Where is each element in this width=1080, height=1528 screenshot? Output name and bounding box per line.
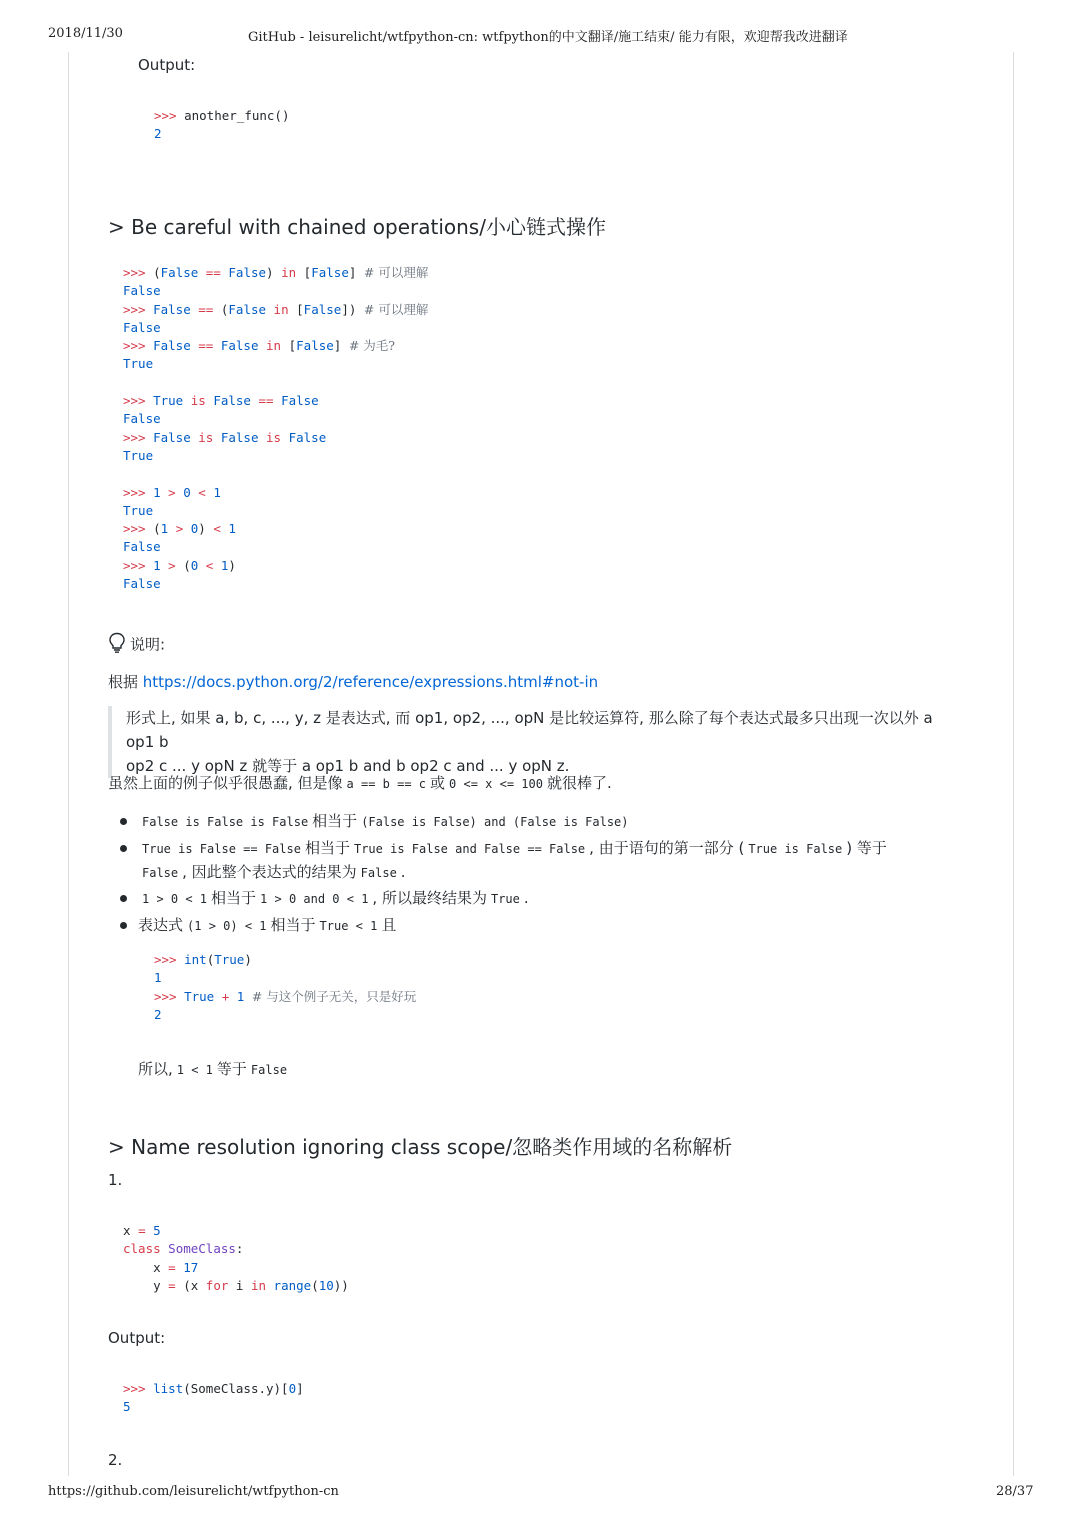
inline-code: False is False is False [142, 815, 309, 829]
code-token: False [153, 301, 191, 317]
inline-code: False [250, 1063, 288, 1077]
inline-code: True is False [748, 842, 843, 856]
code-line [154, 988, 416, 1006]
code-token: SomeClass [168, 1241, 236, 1257]
explanation-heading [108, 632, 165, 658]
code-token: True [123, 356, 154, 372]
code-token: >>> [123, 1381, 154, 1396]
code-line [123, 484, 428, 502]
code-token: 1 [153, 484, 161, 500]
code-token: ] [296, 1381, 304, 1396]
code-token: False [303, 301, 342, 317]
reference-line [108, 671, 598, 692]
code-line [154, 951, 416, 969]
code-token: True [123, 502, 154, 518]
code-token: False [123, 319, 161, 335]
code-token: ( [183, 557, 191, 573]
code-token: True [153, 393, 184, 409]
code-line [123, 1398, 304, 1416]
code-token: False [123, 539, 161, 555]
inline-code: 0 <= x <= 100 [449, 777, 543, 791]
bullet-item-2-line-1 [138, 837, 887, 858]
bullet-dot [120, 818, 127, 825]
code-token: False [288, 429, 327, 445]
bullet-dot [120, 845, 127, 852]
code-token: False [153, 429, 191, 445]
inline-code: False [360, 866, 397, 880]
code-token: False [160, 265, 199, 280]
code-line [123, 392, 428, 410]
code-token: >>> [123, 557, 154, 573]
content-border-right [1013, 52, 1014, 1476]
quote-line-1: 形式上, 如果 a, b, c, ..., y, z 是表达式, 而 op1, op2, ..., opN 是比较运算符, 那么除了每个表达式最多只出现一次以外 a op1 b [126, 709, 933, 751]
code-line [123, 557, 428, 575]
code-line [123, 319, 428, 337]
bullet-dot [120, 922, 127, 929]
code-token: range [273, 1277, 312, 1293]
bullet-text: 相当于 [211, 889, 257, 907]
bullet-text: , 所以最终结果为 [372, 889, 487, 907]
lightbulb-icon [108, 632, 126, 658]
code-block-someclass [123, 1222, 349, 1295]
code-line [123, 410, 428, 428]
bullet-text: , 因此整个表达式的结果为 [182, 863, 357, 881]
code-token: False [220, 338, 259, 354]
code-token: ) [198, 521, 206, 537]
code-token: # 可以理解 [363, 265, 429, 280]
code-token: False [213, 393, 251, 409]
code-token: 1 [236, 988, 245, 1004]
bullet-text: . [400, 863, 406, 881]
code-token: False [123, 576, 161, 592]
code-token: ] [333, 338, 349, 354]
so-line [138, 1058, 291, 1079]
code-token: False [153, 338, 191, 354]
code-token: (x [175, 1277, 206, 1293]
print-date: 2018/11/30 [48, 26, 123, 41]
code-token: for [205, 1277, 229, 1293]
code-token: 1 [154, 970, 162, 986]
code-token: > [168, 521, 191, 537]
code-token: False [296, 338, 334, 354]
code-token: [ [296, 301, 304, 317]
list-number-1: 1. [108, 1171, 123, 1189]
code-line [154, 1006, 416, 1024]
code-token: 1 [213, 484, 221, 500]
code-token: is [183, 393, 214, 409]
code-token: > [160, 557, 184, 573]
code-token: )) [333, 1277, 349, 1293]
code-token: >>> [154, 988, 185, 1004]
section-heading-name-resolution: > Name resolution ignoring class scope/忽略类作用域的名称解析 [108, 1135, 733, 1159]
code-token: >>> [154, 952, 185, 967]
code-token: is [190, 429, 221, 445]
code-line [123, 282, 428, 300]
code-token: False [281, 393, 319, 409]
so-text: 等于 [216, 1060, 247, 1078]
print-url: https://github.com/leisurelicht/wtfpython-cn [48, 1484, 339, 1499]
code-line [123, 447, 428, 465]
content-border-left [68, 52, 69, 1476]
bullet-item-2-line-2 [138, 861, 406, 882]
code-token: + [214, 988, 237, 1004]
code-line [123, 502, 428, 520]
bullet-text: 相当于 [312, 812, 358, 830]
quote-block [108, 706, 956, 778]
code-line [123, 1380, 304, 1398]
code-token: = [168, 1259, 176, 1275]
quote-line-2: op2 c ... y opN z 就等于 a op1 b and b op2 c and ... y opN z. [126, 757, 570, 775]
code-token: x [123, 1259, 169, 1275]
output-label-2: Output: [108, 1329, 166, 1347]
code-token: >>> [123, 265, 154, 280]
code-token: True [184, 988, 215, 1004]
code-token: False [123, 283, 161, 299]
code-token: y [123, 1277, 169, 1293]
inline-code: 1 > 0 and 0 < 1 [260, 892, 369, 906]
section-heading-chained-ops: > Be careful with chained operations/小心链式操作 [108, 215, 606, 239]
code-token: == [198, 265, 229, 280]
explanation-label: 说明: [130, 635, 166, 654]
code-token: True [123, 447, 154, 463]
code-token: in [250, 1277, 267, 1293]
inline-code: True is False == False [142, 842, 301, 856]
inline-code: 1 > 0 < 1 [142, 892, 208, 906]
inline-code: True is False and False == False [353, 842, 586, 856]
bullet-item-3 [138, 887, 529, 908]
code-token: >>> [123, 393, 154, 409]
code-line [123, 429, 428, 447]
code-line [123, 465, 428, 483]
bullet-item-1 [138, 810, 633, 831]
code-token: False [311, 265, 349, 280]
code-line [123, 355, 428, 373]
code-token [266, 1278, 274, 1293]
code-line [123, 337, 428, 355]
bullet-text: ) 等于 [846, 839, 887, 857]
bullet-item-4 [138, 914, 396, 935]
code-token: 5 [153, 1223, 161, 1238]
code-token: 2 [154, 126, 162, 142]
code-token: 0 [190, 521, 199, 537]
code-token: x [123, 1223, 139, 1238]
code-token: 1 [228, 521, 236, 537]
code-token: = [168, 1277, 176, 1293]
code-token: ( [153, 265, 161, 280]
code-token: 10 [318, 1277, 334, 1293]
code-token [146, 1223, 154, 1238]
code-token: ) [244, 952, 252, 967]
code-block-int-true [154, 951, 416, 1024]
code-token: True [214, 952, 245, 967]
code-block-output [123, 1380, 304, 1417]
page-number: 28/37 [996, 1484, 1034, 1499]
paragraph-chain-example [108, 772, 612, 793]
code-line [123, 575, 428, 593]
code-token: == [190, 301, 221, 317]
code-token: # 为毛? [348, 338, 395, 354]
code-token: class [123, 1241, 161, 1257]
code-token: ( [206, 952, 215, 967]
code-token: (SomeClass.y)[ [183, 1381, 289, 1396]
code-token: > [160, 484, 184, 500]
code-line [123, 1259, 349, 1277]
code-line [123, 538, 428, 556]
inline-code: False [142, 866, 179, 880]
code-token: False [220, 429, 259, 445]
code-token: 1 [220, 557, 229, 573]
list-number-2: 2. [108, 1451, 123, 1469]
code-token: : [235, 1241, 244, 1257]
code-line [123, 1240, 349, 1258]
code-token: 0 [190, 557, 199, 573]
inline-code: True < 1 [319, 919, 378, 933]
code-line [123, 1222, 349, 1240]
code-line [154, 969, 416, 987]
code-token: < [190, 484, 214, 500]
code-token: 0 [183, 484, 191, 500]
code-token: 2 [154, 1006, 162, 1022]
code-token: 0 [288, 1381, 297, 1396]
code-token: in [266, 301, 297, 317]
bullet-text: 相当于 [304, 839, 350, 857]
code-token: ]) [341, 301, 364, 317]
code-token [244, 989, 252, 1004]
code-token: 1 [160, 521, 169, 537]
code-token: list [153, 1381, 184, 1396]
para-text-pre: 虽然上面的例子似乎很愚蠢, 但是像 [108, 774, 343, 792]
so-text: 所以, [138, 1060, 173, 1078]
code-line [123, 1277, 349, 1295]
inline-code: a == b == c [346, 777, 427, 791]
inline-code: (1 > 0) < 1 [187, 919, 267, 933]
code-token: False [123, 411, 161, 427]
code-token: another_func() [184, 108, 290, 123]
para-text-post: 就很棒了. [546, 774, 612, 792]
code-token: >>> [123, 521, 154, 537]
code-token: in [281, 265, 297, 280]
code-token: = [138, 1223, 146, 1238]
code-token: ( [153, 521, 161, 537]
code-token: # 可以理解 [363, 301, 429, 317]
para-text-mid: 或 [430, 774, 446, 792]
bullet-dot [120, 895, 127, 902]
inline-code: True [490, 892, 520, 906]
print-title: GitHub - leisurelicht/wtfpython-cn: wtfpython的中文翻译/施工结束/ 能力有限，欢迎帮我改进翻译 [248, 30, 848, 45]
code-token: >>> [154, 108, 185, 123]
code-line [123, 301, 428, 319]
code-token: [ [296, 265, 312, 280]
code-token: < [198, 557, 221, 573]
code-token: >>> [123, 338, 154, 354]
bullet-text: , 由于语句的第一部分 ( [589, 839, 745, 857]
code-token: == [190, 338, 221, 354]
code-line [123, 374, 428, 392]
output-label: Output: [138, 56, 196, 74]
code-block-chained [123, 264, 428, 593]
docs-reference-link[interactable]: https://docs.python.org/2/reference/expressions.html#not-in [142, 673, 599, 691]
code-token: >>> [123, 301, 154, 317]
code-token: False [228, 301, 267, 317]
code-line [154, 107, 289, 125]
code-token: ] [348, 265, 364, 280]
code-token: [ [288, 338, 297, 354]
bullet-text: 表达式 [138, 916, 184, 934]
code-token: False [228, 265, 267, 280]
code-token: 17 [183, 1259, 199, 1275]
code-token: i [228, 1277, 251, 1293]
code-token: ( [311, 1277, 319, 1293]
inline-code: 1 < 1 [176, 1063, 213, 1077]
bullet-text: 相当于 [270, 916, 316, 934]
code-line [123, 520, 428, 538]
code-token: # 与这个例子无关，只是好玩 [251, 988, 417, 1004]
code-token: in [258, 338, 289, 354]
code-token: is [258, 429, 289, 445]
code-token: ) [228, 557, 236, 573]
code-token: 1 [153, 557, 161, 573]
code-token: >>> [123, 429, 154, 445]
code-line [123, 264, 428, 282]
code-token: < [205, 521, 229, 537]
code-block-top [154, 107, 289, 144]
code-token: 5 [123, 1399, 131, 1415]
inline-code: (False is False) and (False is False) [361, 815, 629, 829]
bullet-text: . [523, 889, 529, 907]
reference-prefix: 根据 [108, 673, 143, 691]
code-token: int [184, 952, 207, 967]
code-token: ) [266, 265, 282, 280]
code-token: ( [220, 301, 229, 317]
code-line [154, 125, 289, 143]
code-token: == [250, 393, 282, 409]
bullet-text: 且 [381, 916, 397, 934]
code-token: >>> [123, 484, 154, 500]
